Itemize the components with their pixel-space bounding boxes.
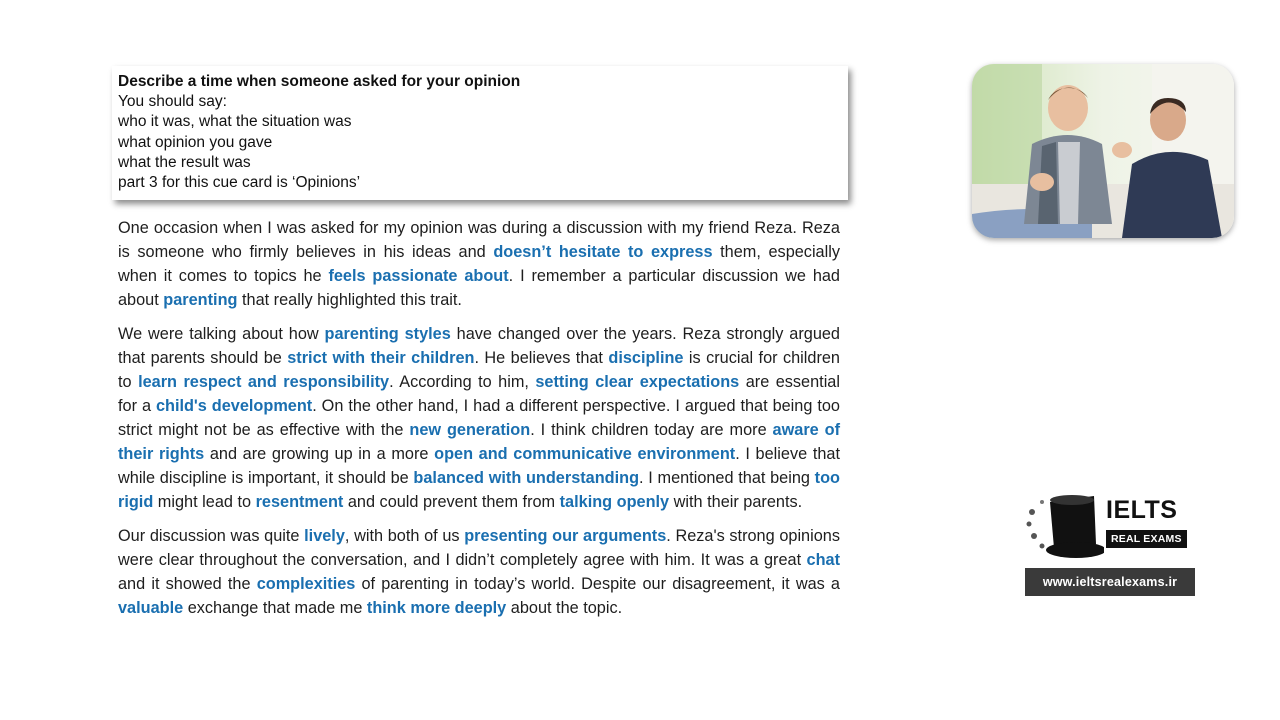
essay-text: . I mentioned that being bbox=[639, 469, 815, 487]
highlighted-phrase: doesn’t hesitate to express bbox=[493, 243, 713, 261]
essay-text: One occasion when I was asked for my opinion was during a discussion with my friend Reza. Reza is someone who firmly believes in his ideas and bbox=[118, 219, 840, 261]
essay-text: . He believes that bbox=[474, 349, 609, 367]
highlighted-phrase: feels passionate about bbox=[328, 267, 509, 285]
highlighted-phrase: parenting styles bbox=[324, 325, 451, 343]
highlighted-phrase: aware of their rights bbox=[118, 421, 840, 463]
essay-text: and could prevent them from bbox=[343, 493, 560, 511]
ielts-logo bbox=[1024, 492, 1196, 564]
highlighted-phrase: resentment bbox=[255, 493, 344, 511]
highlighted-phrase: balanced with understanding bbox=[413, 469, 640, 487]
highlighted-phrase: valuable bbox=[118, 599, 184, 617]
essay-paragraph bbox=[118, 322, 840, 514]
essay-text: with their parents. bbox=[669, 493, 803, 511]
essay-text: Our discussion was quite bbox=[118, 527, 305, 545]
essay-text: . According to him, bbox=[389, 373, 536, 391]
logo-badge: REAL EXAMS bbox=[1106, 530, 1187, 548]
essay-text: . I think children today are more bbox=[530, 421, 773, 439]
essay-paragraph bbox=[118, 524, 840, 620]
highlighted-phrase: presenting our arguments bbox=[464, 527, 667, 545]
essay-text: and it showed the bbox=[118, 575, 257, 593]
essay-text: . I remember a particular discussion we had about bbox=[118, 267, 840, 309]
essay-paragraph bbox=[118, 216, 840, 312]
essay-text: about the topic. bbox=[506, 599, 623, 617]
cue-card-line: part 3 for this cue card is ‘Opinions’ bbox=[118, 174, 361, 192]
essay-text: . I believe that while discipline is important, it should be bbox=[118, 445, 840, 487]
essay-text: . On the other hand, I had a different perspective. I argued that being too strict might not be as effective with the bbox=[118, 397, 840, 439]
cue-card-line: You should say: bbox=[118, 93, 227, 111]
essay-text: We were talking about how bbox=[118, 325, 325, 343]
highlighted-phrase: chat bbox=[806, 551, 840, 569]
highlighted-phrase: complexities bbox=[256, 575, 356, 593]
highlighted-phrase: open and communicative environment bbox=[434, 445, 736, 463]
conversation-photo bbox=[972, 64, 1234, 238]
magic-hat-icon bbox=[1024, 492, 1104, 564]
essay-text: might lead to bbox=[153, 493, 256, 511]
highlighted-phrase: talking openly bbox=[559, 493, 670, 511]
essay-text: that really highlighted this trait. bbox=[237, 291, 462, 309]
cue-card bbox=[112, 66, 848, 200]
highlighted-phrase: think more deeply bbox=[366, 599, 507, 617]
essay-text: have changed over the years. Reza strongly argued that parents should be bbox=[118, 325, 840, 367]
essay-text: is crucial for children to bbox=[118, 349, 840, 391]
logo-title: IELTS bbox=[1106, 496, 1178, 524]
highlighted-phrase: discipline bbox=[608, 349, 684, 367]
highlighted-phrase: parenting bbox=[163, 291, 238, 309]
essay-body bbox=[118, 216, 840, 630]
essay-text: and are growing up in a more bbox=[204, 445, 435, 463]
essay-text: exchange that made me bbox=[183, 599, 367, 617]
highlighted-phrase: too rigid bbox=[118, 469, 840, 511]
cue-card-line: what opinion you gave bbox=[118, 133, 273, 151]
highlighted-phrase: strict with their children bbox=[287, 349, 475, 367]
highlighted-phrase: learn respect and responsibility bbox=[138, 373, 390, 391]
highlighted-phrase: child's development bbox=[155, 397, 313, 415]
highlighted-phrase: setting clear expectations bbox=[535, 373, 740, 391]
cue-card-title: Describe a time when someone asked for your opinion bbox=[118, 73, 521, 90]
essay-text: are essential for a bbox=[118, 373, 840, 415]
highlighted-phrase: new generation bbox=[409, 421, 531, 439]
highlighted-phrase: lively bbox=[304, 527, 345, 545]
website-url[interactable]: www.ieltsrealexams.ir bbox=[1025, 568, 1195, 596]
essay-text: of parenting in today’s world. Despite our disagreement, it was a bbox=[355, 575, 840, 593]
cue-card-line: what the result was bbox=[118, 153, 251, 171]
essay-text: . Reza's strong opinions were clear throughout the conversation, and I didn’t completely agree with him. It was a great bbox=[118, 527, 840, 569]
cue-card-line: who it was, what the situation was bbox=[118, 113, 352, 131]
essay-text: , with both of us bbox=[344, 527, 465, 545]
essay-text: them, especially when it comes to topics he bbox=[118, 243, 840, 285]
